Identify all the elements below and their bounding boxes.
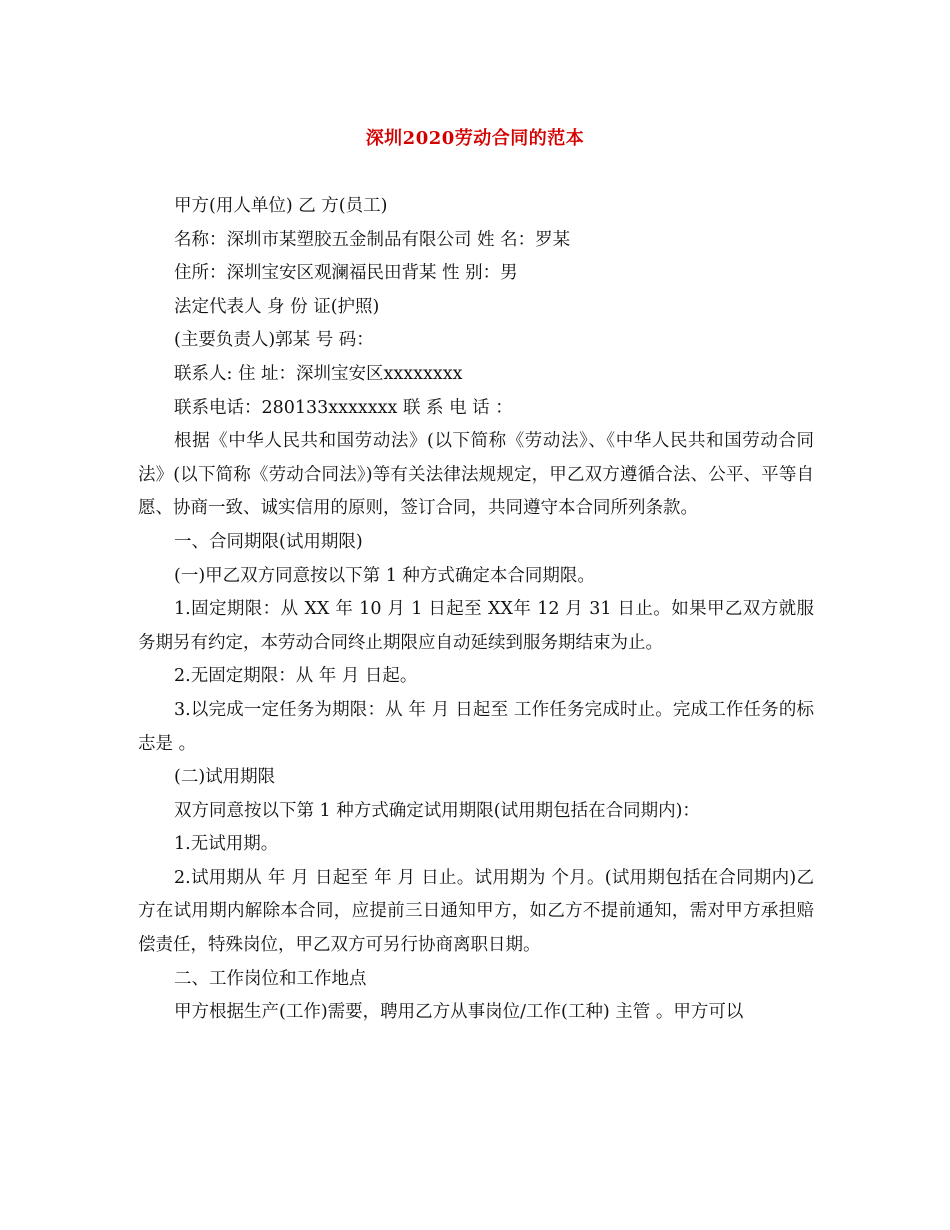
party-name-line: 名称：深圳市某塑胶五金制品有限公司 姓 名：罗某	[174, 229, 571, 250]
subsection-contract-term-method: (一)甲乙双方同意按以下第 1 种方式确定本合同期限。	[174, 565, 595, 586]
fixed-term-clause: 1.固定期限：从 XX 年 10 月 1 日起至 XX年 12 月 31 日止。如果甲乙双方就服务期另有约定，本劳动合同终止期限应自动延续到服务期结束为止。	[138, 599, 814, 653]
party-header: 甲方(用人单位) 乙 方(员工)	[174, 196, 388, 216]
legal-representative-line: 法定代表人 身 份 证(护照)	[174, 296, 380, 317]
document-body	[138, 190, 814, 1030]
contact-person-line: 联系人: 住 址：深圳宝安区xxxxxxxx	[174, 363, 463, 384]
task-based-term-clause: 3.以完成一定任务为期限：从 年 月 日起至 工作任务完成时止。完成工作任务的标志是 。	[138, 699, 814, 754]
no-probation-clause: 1.无试用期。	[174, 834, 279, 855]
responsible-person-line: (主要负责人)郭某 号 码：	[174, 330, 374, 351]
probation-method-line: 双方同意按以下第 1 种方式确定试用期限(试用期包括在合同期内)：	[174, 800, 700, 821]
contact-phone-line: 联系电话：280133xxxxxxx 联 系 电 话 ：	[174, 397, 513, 418]
preamble-paragraph: 根据《中华人民共和国劳动法》(以下简称《劳动法》、《中华人民共和国劳动合同法》(以下简称《劳动合同法》)等有关法律法规规定，甲乙双方遵循合法、公平、平等自愿、协商一致、诚实信用的原则，签订合同，共同遵守本合同所列条款。	[138, 431, 814, 519]
section-heading-contract-term: 一、合同期限(试用期限)	[174, 531, 363, 552]
document-title: 深圳2020劳动合同的范本	[365, 128, 585, 149]
section-heading-position-location: 二、工作岗位和工作地点	[174, 968, 367, 989]
party-address-line: 住所：深圳宝安区观澜福民田背某 性 别：男	[174, 263, 518, 284]
subsection-heading-probation: (二)试用期限	[174, 767, 276, 788]
open-ended-term-clause: 2.无固定期限：从 年 月 日起。	[174, 666, 418, 687]
probation-period-clause: 2.试用期从 年 月 日起至 年 月 日止。试用期为 个月。(试用期包括在合同期内)乙方在试用期内解除本合同，应提前三日通知甲方，如乙方不提前通知，需对甲方承担赔偿责任，特殊岗位，甲乙双方可另行协商离职日期。	[138, 867, 814, 956]
position-clause: 甲方根据生产(工作)需要，聘用乙方从事岗位/工作(工种) 主管 。甲方可以	[174, 1002, 744, 1023]
